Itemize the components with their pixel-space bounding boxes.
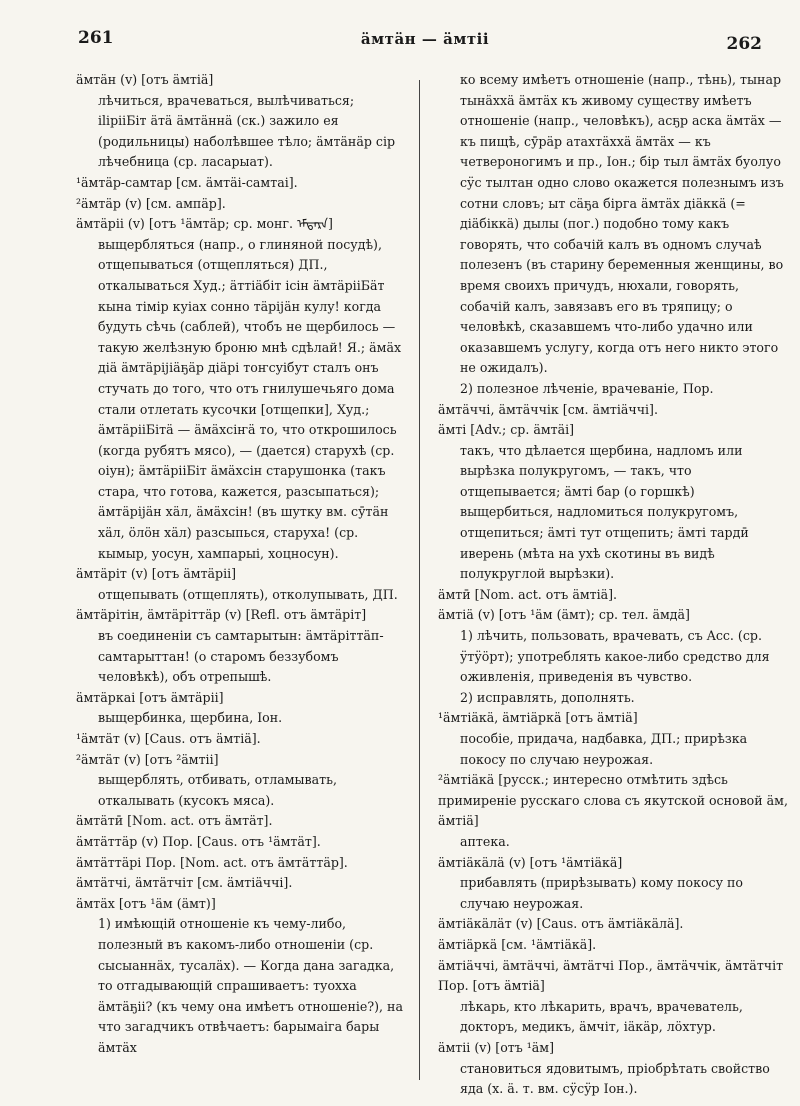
dictionary-entry xyxy=(70,873,406,894)
entry-headword: ²ӓмтӓр (v) [см. ампӓр]. xyxy=(76,195,226,211)
entry-headword: ӓмтӓріт (v) [отъ ӓмтӓріі] xyxy=(76,566,237,582)
dictionary-entry xyxy=(432,585,788,606)
entry-headword: ӓмтӓтӣ [Nom. act. отъ ӓмтӓт]. xyxy=(76,813,273,829)
entry-definition: такъ, что дѣлается щербина, надломъ или вырѣзка полукругомъ, — такъ, что отщепывается; ӓмті бар (о горшкѣ) выщербиться, надломиться полукругомъ, отщепиться; ӓмті тут отщепить; ӓмті тардӣ иверень (мѣта на ухѣ скотины въ видѣ полукруглой вырѣзки). xyxy=(460,442,749,582)
dictionary-entry xyxy=(70,853,406,874)
right-page-number: 262 xyxy=(726,34,762,54)
entry-headword: ӓмтӓркаі [отъ ӓмтӓріі] xyxy=(76,689,224,705)
entry-headword: ӓмтӓттӓр (v) Пор. [Caus. отъ ¹ӓмтӓт]. xyxy=(76,833,321,849)
entry-headword: ²ӓмтӓт (v) [отъ ²ӓмтіі] xyxy=(76,751,219,767)
entry-definition: 1) имѣющій отношеніе къ чему-либо, полезный въ какомъ-либо отношеніи (ср. сысыаннӓх, тусалӓх). — Когда дана загадка, то отгадывающій спрашиваетъ: туохха ӓмтӓҕіі? (къ чему она имѣетъ отношеніе?), на что загадчикъ отвѣчаетъ: барымаіга бары ӓмтӓх xyxy=(98,916,403,1055)
dictionary-entry xyxy=(70,605,406,687)
dictionary-entry xyxy=(432,70,788,400)
entry-headword: ¹ӓмтӓр-самтар [см. ӓмтӓі-самтаі]. xyxy=(76,174,298,190)
entry-headword: ²ӓмтіӓкӓ [русск.; интересно отмѣтить здѣсь примиреніе русскаго слова съ якутской основой ӓм, ӓмтіӓ] xyxy=(438,772,788,829)
column-divider xyxy=(419,80,420,1080)
entry-headword: ¹ӓмтӓт (v) [Caus. отъ ӓмтіӓ]. xyxy=(76,731,261,746)
entry-definition: прибавлять (прирѣзывать) кому покосу по случаю неурожая. xyxy=(460,875,743,911)
entry-headword: ӓмтӓттӓрі Пор. [Nom. act. отъ ӓмтӓттӓр]. xyxy=(76,854,348,870)
entry-headword: ӓмтіӓкӓлӓ (v) [отъ ¹ӓмтіӓкӓ] xyxy=(438,854,623,870)
dictionary-entry xyxy=(70,894,406,1059)
dictionary-entry xyxy=(70,214,406,564)
dictionary-entry xyxy=(70,564,406,605)
dictionary-entry xyxy=(70,832,406,853)
running-head: ӓмтӓн — ӓмтіі xyxy=(360,30,490,48)
left-column xyxy=(70,70,406,1096)
page-header xyxy=(78,28,772,58)
entry-definition: выщербляться (напр., о глиняной посудѣ), отщепываться (отщепляться) ДП., откалываться Худ.; ӓттіӓбіт ісін ӓмтӓрііБӓт кына тімір куіах сонно тӓріјӓн кулу! когда будуть сѣчь (саблей), чтобъ не щербилось — такую желѣзную броню мнѣ сдѣлай! Я.; ӓмӓх діӓ ӓмтӓріјіӓҕӓр діӓрі тоҥсуібут сталъ онъ стучать до того, что отъ гнилушечьяго дома стали отлетать кусочки [отщепки], Худ.; ӓмтӓрііБітӓ — ӓмӓхсіҥӓ то, что открошилось (когда рубятъ мясо), — (дается) старухѣ (ср. оіун); ӓмтӓрііБіт ӓмӓхсін старушонка (такъ стара, что готова, кажется, разсыпаться); ӓмтӓріјӓн хӓл, ӓмӓхсін! (въ шутку вм. сӯтӓн хӓл, öлöн хӓл) разсыпься, старуха! (ср. кымыр, уосун, хампарыі, хоцносун). xyxy=(98,236,402,561)
dictionary-entry xyxy=(432,914,788,935)
entry-definition: ко всему имѣетъ отношеніе (напр., тѣнь), тынар тынӓххӓ ӓмтӓх къ живому существу имѣетъ отношеніе (напр., человѣкъ), асҕр аска ӓмтӓх — къ пищѣ, сӯрӓр атахтӓххӓ ӓмтӓх — къ четвероногимъ и пр., Іон.; бір тыл ӓмтӓх буолуо сӱс тылтан одно слово окажется полезнымъ изъ сотни словъ; ыт сӓҕа бірга ӓмтӓх діӓккӓ (= діӓбіккӓ) дылы (пог.) подобно тому какъ говорять, что собачій калъ въ одномъ случаѣ полезенъ (въ старину беременныя женщины, во время своихъ причудъ, нюхали, говорять, собачій калъ, завязавъ его въ тряпицу; о человѣкѣ, сказавшемъ что-либо удачно или оказавшемъ услугу, когда отъ него никто этого не ожидалъ). xyxy=(460,72,784,376)
dictionary-entry xyxy=(70,729,406,750)
dictionary-entry xyxy=(432,400,788,421)
dictionary-entry xyxy=(70,70,406,173)
entry-headword: ӓмтӓх [отъ ¹ӓм (ӓмт)] xyxy=(76,895,216,911)
dictionary-entry xyxy=(432,956,788,1038)
entry-definition: въ соединеніи съ самтарытын: ӓмтӓріттӓп-самтарыттан! (о старомъ беззубомъ человѣкѣ), объ отрепышѣ. xyxy=(98,628,384,685)
entry-definition: отщепывать (отщеплять), отколупывать, ДП. xyxy=(98,586,398,602)
dictionary-entry xyxy=(432,935,788,956)
dictionary-entry xyxy=(432,1038,788,1096)
right-column xyxy=(432,70,788,1096)
entry-headword: ӓмтӓріі (v) [отъ ¹ӓмтӓр; ср. монг. ᠡᠮᠲᠡᠷᠡ] xyxy=(76,216,333,232)
entry-definition: 1) лѣчить, пользовать, врачевать, съ Acc. (ср. ӱтӱӧрт); употреблять какое-либо средство для оживленія, приведенія въ чувство. xyxy=(460,628,770,685)
dictionary-entry xyxy=(432,770,788,852)
entry-definition: аптека. xyxy=(460,833,510,849)
left-page-number: 261 xyxy=(78,28,114,48)
dictionary-entry xyxy=(70,750,406,812)
dictionary-entry xyxy=(70,173,406,194)
dictionary-entry xyxy=(432,605,788,708)
entry-headword: ӓмтіӓркӓ [см. ¹ӓмтіӓкӓ]. xyxy=(438,936,597,952)
entry-headword: ӓмтӓтчі, ӓмтӓтчіт [см. ӓмтіӓччі]. xyxy=(76,875,293,891)
entry-headword: ӓмтіӓкӓлӓт (v) [Caus. отъ ӓмтіӓкӓлӓ]. xyxy=(438,916,684,932)
entry-definition: выщерблять, отбивать, отламывать, откалывать (кусокъ мяса). xyxy=(98,772,337,808)
entry-headword: ӓмті [Adv.; ср. ӓмтӓі] xyxy=(438,422,575,438)
dictionary-entry xyxy=(432,420,788,585)
entry-headword: ӓмтӓн (v) [отъ ӓмтіӓ] xyxy=(76,72,214,87)
entry-definition: пособіе, придача, надбавка, ДП.; прирѣзка покосу по случаю неурожая. xyxy=(460,731,748,767)
dictionary-entry xyxy=(70,688,406,729)
entry-definition: лѣчиться, врачеваться, вылѣчиваться; іlірііБіт ӓтӓ ӓмтӓннӓ (ск.) зажило ея (родильницы) наболѣвшее тѣло; ӓмтӓнӓр сір лѣчебница (ср. ласарыат). xyxy=(98,92,396,170)
dictionary-entry xyxy=(70,194,406,215)
entry-definition: лѣкарь, кто лѣкарить, врачъ, врачеватель, докторъ, медикъ, ӓмчіт, іӓкӓр, лӧхтур. xyxy=(460,998,743,1035)
entry-headword: ӓмтӣ [Nom. act. отъ ӓмтіӓ]. xyxy=(438,586,618,602)
dictionary-entry xyxy=(432,708,788,770)
entry-definition: становиться ядовитымъ, пріобрѣтать свойство яда (х. ӓ. т. вм. сӱсӱр Іон.). xyxy=(460,1060,770,1096)
dictionary-entry xyxy=(70,811,406,832)
entry-headword: ӓмтӓрітін, ӓмтӓріттӓр (v) [Refl. отъ ӓмтӓріт] xyxy=(76,607,367,623)
entry-headword: ӓмтіӓ (v) [отъ ¹ӓм (ӓмт); ср. тел. ӓмдӓ] xyxy=(438,607,690,623)
entry-definition: выщербинка, щербина, Іон. xyxy=(98,710,283,726)
entry-definition: 2) полезное лѣченіе, врачеваніе, Пор. xyxy=(460,380,714,396)
entry-headword: ӓмтіі (v) [отъ ¹ӓм] xyxy=(438,1039,555,1055)
entry-definition: 2) исправлять, дополнять. xyxy=(460,689,635,705)
dictionary-entry xyxy=(432,853,788,915)
entry-headword: ӓмтӓччі, ӓмтӓччік [см. ӓмтіӓччі]. xyxy=(438,401,658,417)
entry-headword: ¹ӓмтіӓкӓ, ӓмтіӓркӓ [отъ ӓмтіӓ] xyxy=(438,710,638,726)
entry-headword: ӓмтіӓччі, ӓмтӓччі, ӓмтӓтчі Пор., ӓмтӓччік, ӓмтӓтчіт Пор. [отъ ӓмтіӓ] xyxy=(438,957,784,994)
